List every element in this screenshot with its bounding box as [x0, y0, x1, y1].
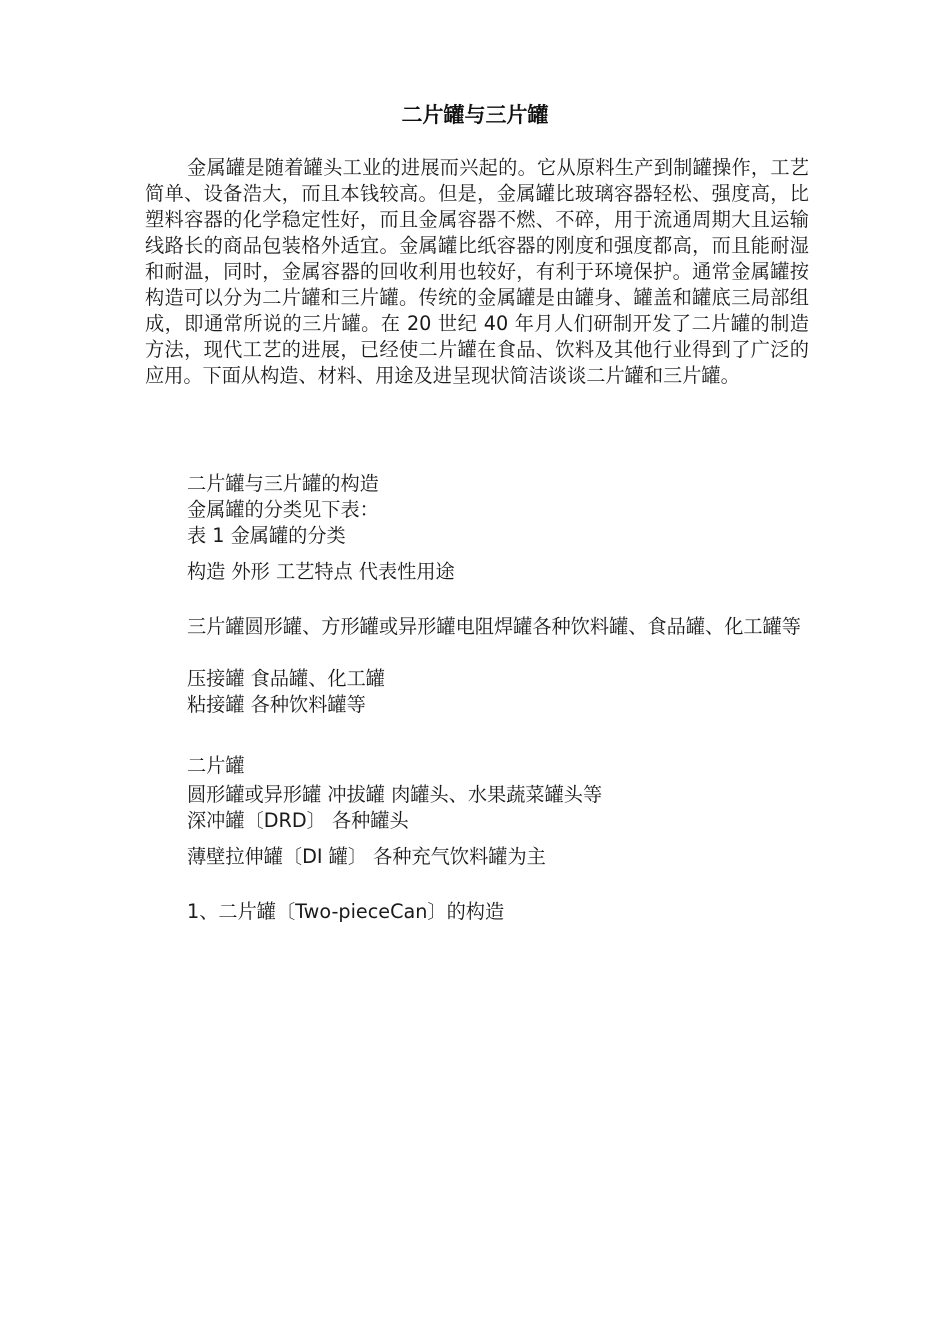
section-heading: 二片罐与三片罐的构造: [187, 472, 379, 495]
table-row-drd: 深冲罐〔DRD〕 各种罐头: [187, 809, 409, 832]
table-intro: 金属罐的分类见下表：: [187, 498, 379, 521]
table-row-glue: 粘接罐 各种饮料罐等: [187, 693, 366, 716]
table-row-three-piece: 三片罐圆形罐、方形罐或异形罐电阻焊罐各种饮料罐、食品罐、化工罐等: [187, 615, 801, 638]
table-header-row: 构造 外形 工艺特点 代表性用途: [187, 560, 455, 583]
document-title: 二片罐与三片罐: [401, 103, 549, 127]
intro-paragraph: 金属罐是随着罐头工业的进展而兴起的。它从原料生产到制罐操作，工艺简单、设备浩大，而且本钱较高。但是，金属罐比玻璃容器轻松、强度高，比塑料容器的化学稳定性好，而且金属容器不燃、不碎，用于流通周期大且运输线路长的商品包装格外适宜。金属罐比纸容器的刚度和强度都高，而且能耐湿和耐温，同时，金属容器的回收利用也较好，有利于环境保护。通常金属罐按构造可以分为二片罐和三片罐。传统的金属罐是由罐身、罐盖和罐底三局部组成，即通常所说的三片罐。在 20 世纪 40 年月人们研制开发了二片罐的制造方法，现代工艺的进展，已经使二片罐在食品、饮料及其他行业得到了广泛的应用。下面从构造、材料、用途及进呈现状简洁谈谈二片罐和三片罐。: [145, 156, 809, 387]
table-caption: 表 1 金属罐的分类: [187, 524, 346, 547]
table-row-press: 压接罐 食品罐、化工罐: [187, 667, 385, 690]
two-piece-label: 二片罐: [187, 754, 245, 777]
table-row-di: 薄壁拉伸罐〔DI 罐〕 各种充气饮料罐为主: [187, 845, 546, 868]
subsection-heading-1: 1、二片罐〔Two-pieceCan〕的构造: [187, 900, 505, 923]
table-row-punch: 圆形罐或异形罐 冲拔罐 肉罐头、水果蔬菜罐头等: [187, 783, 603, 806]
